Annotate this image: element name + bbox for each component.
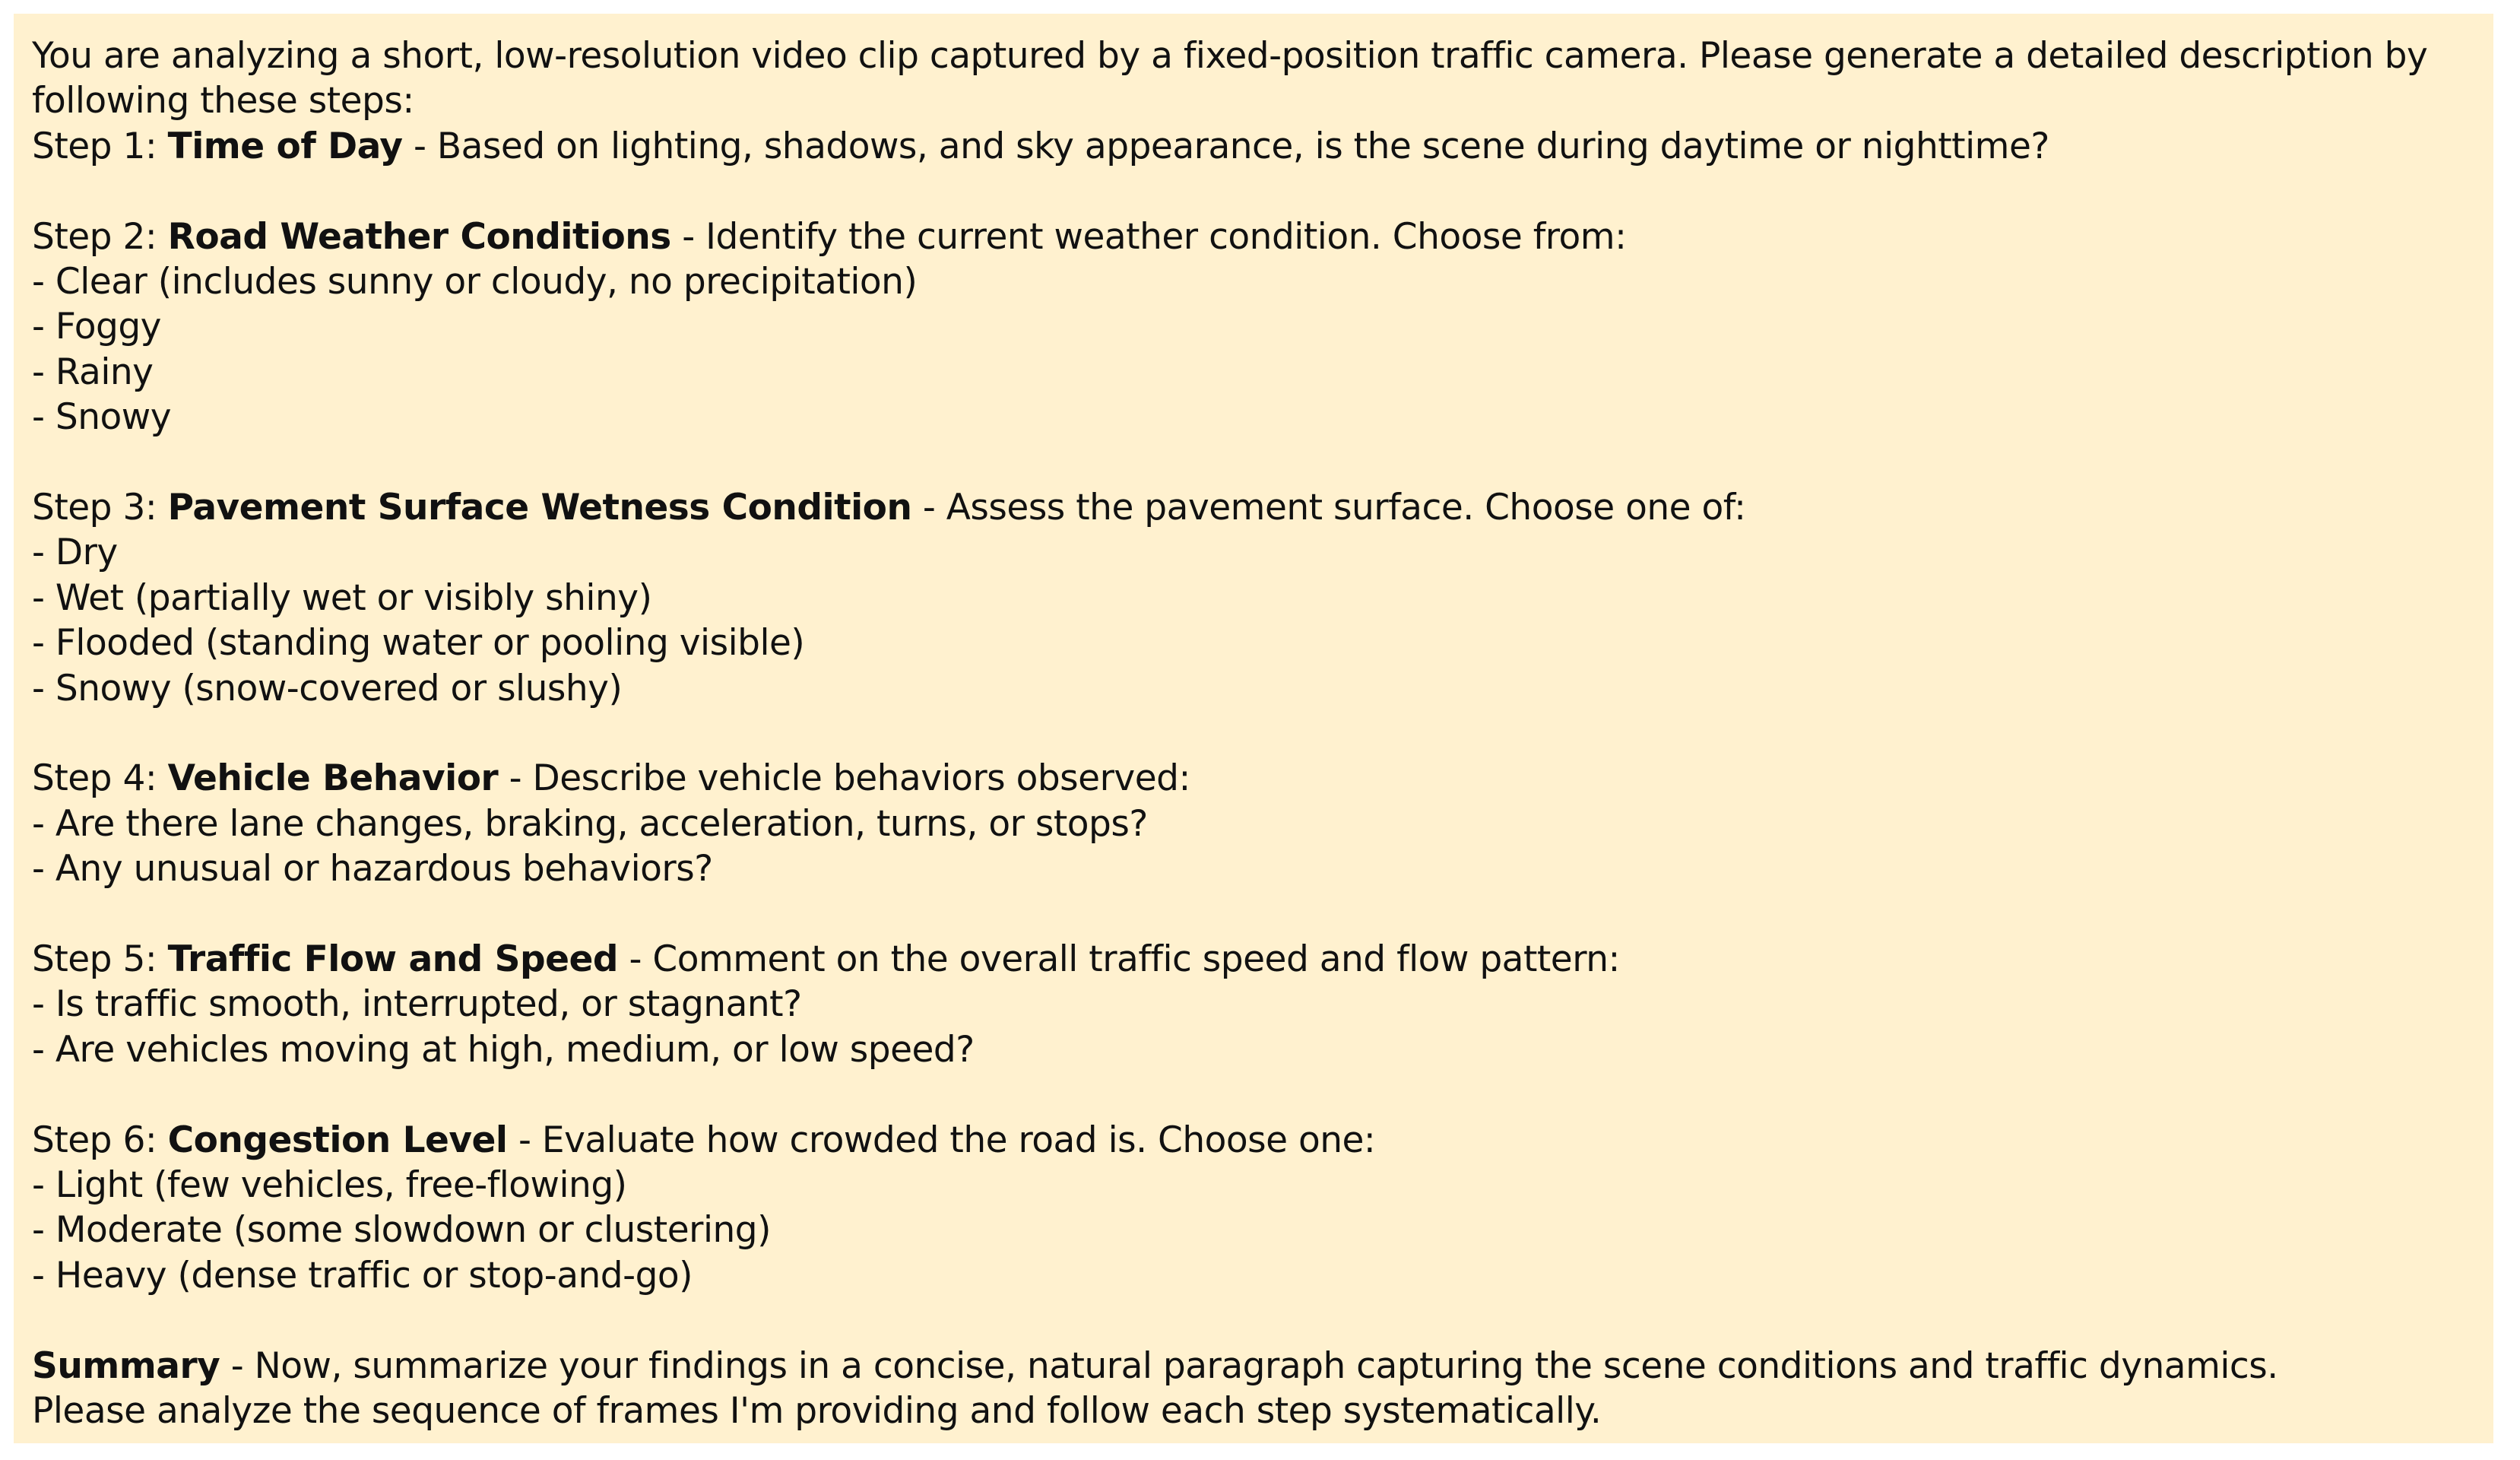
step-1-text: - Based on lighting, shadows, and sky appearance, is the scene during daytime or nighttime?	[402, 125, 2049, 167]
step-3-heading	[32, 485, 2475, 530]
step-6-text: - Evaluate how crowded the road is. Choose one:	[507, 1119, 1376, 1161]
step-5-option: - Are vehicles moving at high, medium, or low speed?	[32, 1028, 975, 1071]
step-2-option: - Clear (includes sunny or cloudy, no precipitation)	[32, 261, 918, 303]
spacer	[32, 169, 2475, 214]
step-3-option: - Flooded (standing water or pooling visible)	[32, 622, 805, 665]
spacer	[32, 1298, 2475, 1343]
step-4-title: Vehicle Behavior	[167, 757, 499, 800]
step-1-heading	[32, 124, 2475, 169]
summary-heading	[32, 1344, 2475, 1389]
step-2-heading	[32, 214, 2475, 259]
spacer	[32, 1072, 2475, 1117]
step-4-prefix: Step 4:	[32, 757, 168, 800]
intro-text: You are analyzing a short, low-resolution video clip captured by a fixed-position traffic camera. Please generate a detailed description by following these steps:	[32, 35, 2428, 122]
step-6-option: - Heavy (dense traffic or stop-and-go)	[32, 1254, 693, 1297]
step-4-text: - Describe vehicle behaviors observed:	[498, 757, 1190, 800]
spacer	[32, 711, 2475, 756]
step-2-title: Road Weather Conditions	[167, 215, 671, 258]
step-6-prefix: Step 6:	[32, 1119, 168, 1161]
step-4-option: - Are there lane changes, braking, acceleration, turns, or stops?	[32, 802, 1148, 845]
step-1-prefix: Step 1:	[32, 125, 168, 167]
step-2-option: - Snowy	[32, 396, 172, 439]
step-6-heading	[32, 1118, 2475, 1163]
step-5-text: - Comment on the overall traffic speed and flow pattern:	[618, 938, 1620, 981]
spacer	[32, 892, 2475, 937]
step-3-prefix: Step 3:	[32, 487, 168, 529]
step-3-title: Pavement Surface Wetness Condition	[167, 487, 912, 529]
closing-text: Please analyze the sequence of frames I'm providing and follow each step systematically.	[32, 1390, 1602, 1433]
step-6-option: - Moderate (some slowdown or clustering)	[32, 1209, 771, 1252]
prompt-panel	[14, 14, 2493, 1443]
summary-title: Summary	[32, 1344, 220, 1387]
step-5-title: Traffic Flow and Speed	[167, 938, 619, 981]
step-4-option: - Any unusual or hazardous behaviors?	[32, 848, 713, 890]
step-3-option: - Wet (partially wet or visibly shiny)	[32, 576, 652, 619]
step-2-text: - Identify the current weather condition. Choose from:	[670, 215, 1627, 258]
step-6-title: Congestion Level	[167, 1119, 508, 1161]
step-4-heading	[32, 756, 2475, 801]
step-1-title: Time of Day	[167, 125, 403, 167]
step-2-prefix: Step 2:	[32, 215, 168, 258]
step-5-prefix: Step 5:	[32, 938, 168, 981]
step-5-option: - Is traffic smooth, interrupted, or stagnant?	[32, 983, 802, 1026]
spacer	[32, 440, 2475, 485]
summary-text: - Now, summarize your findings in a concise, natural paragraph capturing the scene conditions and traffic dynamics.	[220, 1344, 2278, 1387]
step-3-text: - Assess the pavement surface. Choose one of:	[911, 487, 1746, 529]
step-3-option: - Snowy (snow-covered or slushy)	[32, 667, 623, 709]
step-2-option: - Foggy	[32, 306, 161, 348]
step-2-option: - Rainy	[32, 351, 154, 393]
step-5-heading	[32, 937, 2475, 982]
step-3-option: - Dry	[32, 532, 118, 574]
step-6-option: - Light (few vehicles, free-flowing)	[32, 1164, 627, 1207]
